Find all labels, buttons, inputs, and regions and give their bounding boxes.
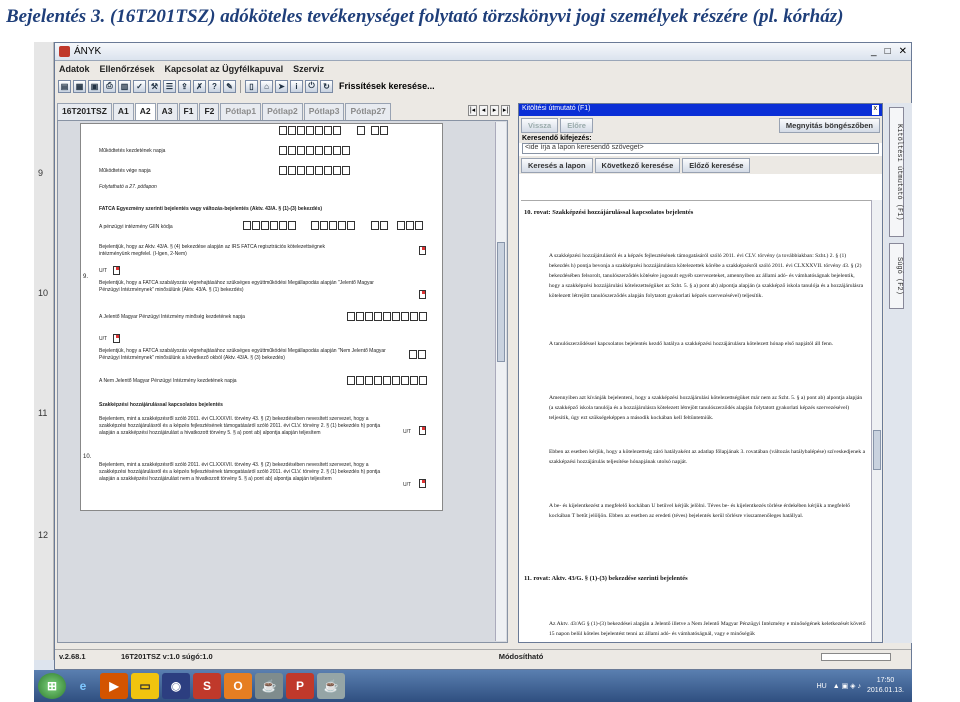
- date-cells-top-3[interactable]: [371, 126, 388, 135]
- row-number-9: 9.: [83, 274, 89, 280]
- delete-icon[interactable]: ✗: [193, 80, 206, 93]
- tab-a1[interactable]: A1: [113, 103, 134, 120]
- uit-checkbox-4[interactable]: [419, 479, 426, 488]
- tab-a3[interactable]: A3: [157, 103, 178, 120]
- continue-label: Folytatható a 27. pótlapon: [99, 184, 157, 190]
- updates-link[interactable]: Frissítések keresése...: [339, 81, 435, 91]
- uit-checkbox-1[interactable]: [113, 266, 120, 275]
- anyk-window: [54, 42, 912, 670]
- next-page-icon[interactable]: ▸: [490, 105, 499, 116]
- prev-page-icon[interactable]: ◂: [479, 105, 488, 116]
- tab-f1[interactable]: F1: [179, 103, 199, 120]
- title-bar: [55, 43, 911, 61]
- search-input[interactable]: <ide írja a lapon keresendő szöveget>: [522, 143, 879, 154]
- open-icon[interactable]: ▤: [58, 80, 71, 93]
- row-marker: 10: [38, 288, 49, 298]
- side-tabs: [884, 103, 912, 643]
- uit-label-1: U/T: [99, 268, 108, 274]
- tab-potlap27[interactable]: Pótlap27: [345, 103, 390, 120]
- save-icon[interactable]: ▣: [88, 80, 101, 93]
- nonreporting-text: Bejelentjük, hogy a FATCA szabályozás végrehajtásához szükséges együttműködési Megállapodás alapján "Nem Jelentő Magyar Pénzügyi Intézménynek" minősülünk a következő okból (Aktv. 43/A. § (3) bekezdés): [99, 348, 386, 361]
- window-title: ÁNYK: [74, 46, 102, 57]
- print-icon[interactable]: ⎙: [103, 80, 116, 93]
- exit-icon[interactable]: ⏻: [305, 80, 318, 93]
- folder-icon[interactable]: ▭: [131, 673, 159, 699]
- slide-title: Bejelentés 3. (16T201TSZ) adóköteles tevékenységet folytató törzskönyvi jogi személyek részére (pl. kórház): [6, 6, 844, 27]
- back-button[interactable]: Vissza: [521, 118, 558, 133]
- java2-icon[interactable]: ☕: [317, 673, 345, 699]
- tab-a2[interactable]: A2: [135, 103, 156, 120]
- start-label: Működtetés kezdetének napja: [99, 148, 166, 154]
- tab-potlap3[interactable]: Pótlap3: [304, 103, 345, 120]
- next-search-button[interactable]: Következő keresése: [595, 158, 681, 173]
- search-label: Keresendő kifejezés:: [519, 134, 882, 143]
- minimize-icon[interactable]: _: [871, 46, 877, 57]
- row-marker: 12: [38, 530, 49, 540]
- help-close-button[interactable]: x: [872, 105, 880, 115]
- tab-potlap1[interactable]: Pótlap1: [220, 103, 261, 120]
- network-icon[interactable]: ◉: [162, 673, 190, 699]
- gate-icon[interactable]: ⌂: [260, 80, 273, 93]
- reporting-date-cells[interactable]: [347, 312, 427, 321]
- giin-cells-4[interactable]: [397, 221, 423, 230]
- refresh-icon[interactable]: ↻: [320, 80, 333, 93]
- end-label: Működtetés vége napja: [99, 168, 151, 174]
- row-marker: 11: [38, 408, 48, 418]
- clock-date: 2016.01.13.: [867, 687, 904, 694]
- giin-cells-3[interactable]: [371, 221, 388, 230]
- outlook-icon[interactable]: O: [224, 673, 252, 699]
- form-area: [57, 120, 508, 643]
- form-scrollbar[interactable]: [495, 122, 506, 641]
- search-on-page-button[interactable]: Keresés a lapon: [521, 158, 593, 173]
- menu-ellenorzesek[interactable]: Ellenőrzések: [99, 64, 155, 74]
- start-icon[interactable]: ⊞: [38, 673, 66, 699]
- windows-taskbar: [34, 670, 912, 702]
- zoom-slider[interactable]: [821, 653, 891, 661]
- help-nav-row: [519, 116, 882, 134]
- app-icon: [59, 46, 70, 57]
- uit-label-4: U/T: [403, 482, 412, 488]
- help-scroll-thumb[interactable]: [873, 430, 881, 470]
- reporting-checkbox[interactable]: [419, 290, 426, 299]
- uit-checkbox-3[interactable]: [419, 426, 426, 435]
- maximize-icon[interactable]: □: [884, 46, 891, 57]
- help-heading-11: 11. rovat: Aktv. 43/G. § (1)-(3) bekezdése szerinti bejelentés: [524, 575, 688, 582]
- uit-checkbox-2[interactable]: [113, 334, 120, 343]
- check-icon[interactable]: ✓: [133, 80, 146, 93]
- help-paragraph-6: Az Aktv. 43/AG § (1)-(3) bekezdései alapján a Jelentő illetve a Nem Jelentő Magyar Pénzügyi Intézmény e minőségének keletkezését követő 15 napon belül köteles bejelentést tenni az állami adó- és vámhatóságnál, vagy e minőségük: [549, 621, 866, 637]
- toolbar: [55, 77, 911, 95]
- background-app-strip: [34, 42, 54, 660]
- date-cells-top[interactable]: [279, 126, 341, 135]
- java-icon[interactable]: ☕: [255, 673, 283, 699]
- menu-adatok[interactable]: Adatok: [59, 64, 90, 74]
- note-icon[interactable]: ✎: [223, 80, 236, 93]
- system-tray: [817, 676, 912, 696]
- send-icon[interactable]: ➤: [275, 80, 288, 93]
- new-icon[interactable]: ▦: [73, 80, 86, 93]
- media-icon[interactable]: ▶: [100, 673, 128, 699]
- toolbar-separator: [240, 80, 241, 93]
- help-paragraph-4: Ebben az esetben kérjük, hogy a kötelezettség záró hatályaként az adatlap főlapjának 3. rovatában (változás hatálybalépése) szíveskedjenek a szakképzési hozzájárulás teljesítése hónapjának utolsó napját.: [549, 449, 866, 465]
- screenshot-area: [34, 42, 912, 702]
- tab-16t201tsz[interactable]: 16T201TSZ: [57, 103, 112, 120]
- end-date-cells[interactable]: [279, 166, 350, 175]
- nonreporting-cells[interactable]: [409, 350, 426, 359]
- help-content: [521, 200, 871, 642]
- powerpoint-icon[interactable]: P: [286, 673, 314, 699]
- tray-icons[interactable]: ▲ ▣ ◈ ♪: [832, 683, 862, 690]
- view-icon[interactable]: ▥: [118, 80, 131, 93]
- nonreporting-date-cells[interactable]: [347, 376, 427, 385]
- date-cells-top-2[interactable]: [357, 126, 365, 135]
- tab-f2[interactable]: F2: [199, 103, 219, 120]
- status-bar: [55, 649, 911, 663]
- ie-icon[interactable]: e: [79, 679, 87, 693]
- irs-text: Bejelentjük, hogy az Aktv. 43/A. § (4) bekezdése alapján az IRS FATCA regisztrációs kötelezettségnek intézményünk megfelel. (I-Igen, 2-Nem): [99, 244, 326, 257]
- help-query-icon[interactable]: ?: [208, 80, 221, 93]
- export-icon[interactable]: ⇪: [178, 80, 191, 93]
- fatca-title: FATCA Egyezmény szerinti bejelentés vagy változás-bejelentés (Aktv. 43/A. § (1)-(3) bekezdés): [99, 206, 323, 212]
- search-buttons-row: [519, 156, 882, 174]
- prev-search-button[interactable]: Előző keresése: [682, 158, 750, 173]
- row-number-10: 10.: [83, 454, 92, 460]
- irs-checkbox[interactable]: [419, 246, 426, 255]
- first-page-icon[interactable]: |◂: [469, 107, 476, 114]
- giin-cells-2[interactable]: [311, 221, 355, 230]
- language-indicator[interactable]: HU: [816, 682, 827, 690]
- help-heading-10: 10. rovat: Szakképzési hozzájárulással kapcsolatos bejelentés: [524, 209, 694, 216]
- uit-label-3: U/T: [403, 429, 412, 435]
- clock-time: 17:50: [876, 677, 895, 684]
- start-date-cells[interactable]: [279, 146, 350, 155]
- app-s-icon[interactable]: S: [193, 673, 221, 699]
- reporting-text: Bejelentjük, hogy a FATCA szabályozás végrehajtásához szükséges együttműködési Megállapodás alapján "Jelentő Magyar Pénzügyi Intézménynek" minősülünk (Aktv. 43/A. § (1) bekezdés): [99, 280, 374, 293]
- tools-icon[interactable]: ⚒: [148, 80, 161, 93]
- book-icon[interactable]: ▯: [245, 80, 258, 93]
- menu-bar: [55, 61, 911, 77]
- uit-label-2: U/T: [99, 336, 108, 342]
- status-mode: Módosítható: [498, 652, 544, 661]
- forward-button[interactable]: Előre: [560, 118, 593, 133]
- last-page-icon[interactable]: ▸|: [502, 107, 509, 114]
- help-title: Kitöltési útmutató (F1): [522, 105, 591, 112]
- help-header: [519, 104, 882, 116]
- reporting-kind: A Jelentő Magyar Pénzügyi Intézmény minőség kezdetének napja: [99, 314, 245, 320]
- help-paragraph-5: A be- és kijelentkezést a megfelelő kockában U betűvel kérjük jelölni. Téves be- és kijelentkezés törlése érdekében kérjük a megfelelő kockában T betűt jelöljön. Ebben az esetben az eredeti (téves) bejelentés kerül törlésre visszamenőleges hatállyal.: [549, 503, 850, 519]
- form-page: [80, 123, 443, 511]
- list-icon[interactable]: ☰: [163, 80, 176, 93]
- side-tab-help[interactable]: Súgó (F2): [889, 243, 904, 309]
- side-tab-guide[interactable]: Kitöltési útmutató (F1): [889, 107, 904, 237]
- clock[interactable]: [867, 676, 904, 696]
- menu-ugyfelkapu[interactable]: Kapcsolat az Ügyfélkapuval: [164, 64, 284, 74]
- voc-text-2: Bejelentem, mint a szakképzésről szóló 2011. évi CLXXXVII. törvény 43. § (2) bekezdésében nevesített szervezet, hogy a szakképzési hozzájárulásról és a képzés fejlesztésének támogatásáról szóló 2011. évi CLV. törvény 2. § (1) bekezdés h) pontja alapján a szakképzési hozzájárulást nem a hivatkozott törvény 5. § a) pont ab) alpontja alapján teljesítem: [99, 462, 381, 482]
- help-scrollbar[interactable]: [871, 200, 882, 642]
- help-panel: [518, 103, 883, 643]
- info-icon[interactable]: i: [290, 80, 303, 93]
- form-scroll-thumb[interactable]: [497, 242, 505, 362]
- row-marker: 9: [38, 168, 44, 178]
- help-paragraph-2: A tanulószerződéssel kapcsolatos bejelentés kezdő hatálya a szakképzési hozzájárulásra kötelezett hónap első napjától áll fenn.: [549, 341, 834, 347]
- menu-szerviz[interactable]: Szerviz: [293, 64, 325, 74]
- help-paragraph-1: A szakképzési hozzájárulásról és a képzés fejlesztésének támogatásáról szóló 2011. évi CLV. törvény (a továbbiakban: Szht.) 2. § (1) bekezdés h) pontja bevonja a szakképzési hozzájárulásra kötelezettek körébe a szakképzésről szóló 2011. évi CLXXXVII. törvény 43. § (2) bekezdésében felsorolt, tanulószerződés kötésére jogosult egyéb szervezeteket, amennyiben az állami adó- és vámhatóságnak bejelentik, hogy a szakképzési hozzájárulási kötelezettségüket az Szht. 5. § a) pont ab) alpontja alapján (a szakképző iskola tanulója és a hozzájárulásra kötelezett létrejött tanulószerződés alapján folytatott gyakorlati képzés szervezésével) teljesítik.: [549, 253, 864, 299]
- tab-potlap2[interactable]: Pótlap2: [262, 103, 303, 120]
- giin-label: A pénzügyi intézmény GIIN kódja: [99, 224, 173, 230]
- status-form-version: 16T201TSZ v:1.0 súgó:1.0: [121, 652, 213, 661]
- giin-cells-1[interactable]: [243, 221, 296, 230]
- voc-text-1: Bejelentem, mint a szakképzésről szóló 2011. évi CLXXXVII. törvény 43. § (2) bekezdésében nevesített szervezet, hogy a szakképzési hozzájárulásról és a képzés fejlesztésének támogatásáról szóló 2011. évi CLV. törvény 2. § (1) bekezdés h) pontja alapján a szakképzési hozzájárulást a hivatkozott törvény 5. § a) pont ab) alpontja alapján teljesítem: [99, 416, 381, 436]
- voc-title: Szakképzési hozzájárulással kapcsolatos bejelentés: [99, 402, 223, 408]
- nonreporting-start: A Nem Jelentő Magyar Pénzügyi Intézmény kezdetének napja: [99, 378, 237, 384]
- tab-navigation: [468, 105, 510, 116]
- open-browser-button[interactable]: Megnyitás böngészőben: [779, 118, 880, 133]
- close-icon[interactable]: ✕: [898, 46, 907, 57]
- help-paragraph-3: Amennyiben azt kívánják bejelenteni, hogy a szakképzési hozzájárulási kötelezettségüket már nem az Szht. 5. § a) pont ab) alpontja alapján (a szakképző iskola tanulója és a hozzájárulásra kötelezett létrejött tanulószerződés alapján folytatott gyakorlati képzés szervezésével) teljesítik, úgy ezt szükségeképpen a második kockában kell feltüntetniük.: [549, 395, 863, 421]
- form-tabs: [57, 103, 391, 120]
- status-version: v.2.68.1: [59, 652, 86, 661]
